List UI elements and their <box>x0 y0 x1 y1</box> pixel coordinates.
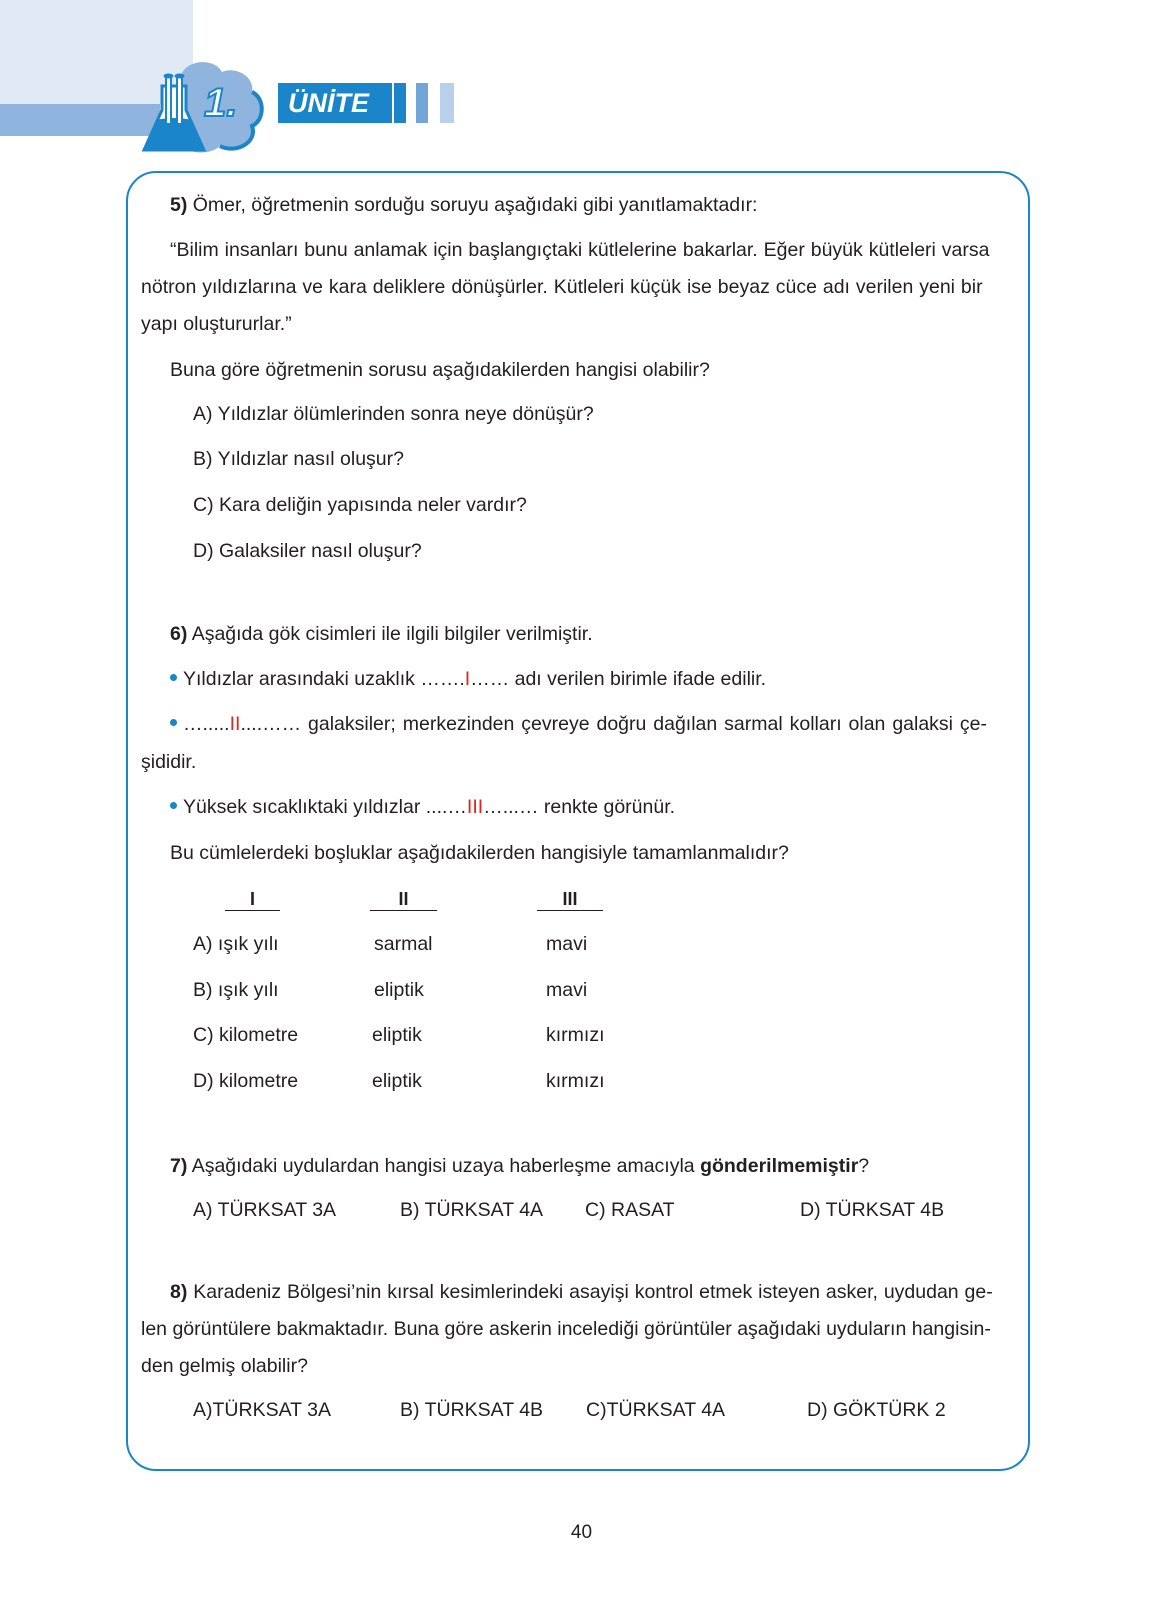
q5-prompt: Buna göre öğretmenin sorusu aşağıdakilerden hangisi olabilir? <box>170 359 710 381</box>
q8-number: 8) <box>170 1281 188 1303</box>
header-bar-1 <box>394 83 406 123</box>
unit-title: ÜNİTE <box>278 83 392 123</box>
q5-quote-line-1: “Bilim insanları bunu anlamak için başlangıçtaki kütlelerine bakarlar. Eğer büyük kütleleri varsa <box>170 239 990 261</box>
q5-option-d[interactable]: D) Galaksiler nasıl oluşur? <box>193 540 422 562</box>
q6-number: 6) <box>170 623 188 645</box>
q8-line-1: 8) Karadeniz Bölgesi’nin kırsal kesimlerindeki asayişi kontrol etmek isteyen asker, uydudan ge- <box>170 1281 993 1303</box>
q5-option-a[interactable]: A) Yıldızlar ölümlerinden sonra neye dönüşür? <box>193 403 594 425</box>
col-header-ii: II <box>370 888 437 911</box>
q7-stem: 7) Aşağıdaki uydulardan hangisi uzaya haberleşme amacıyla gönderilmemiştir? <box>170 1155 870 1177</box>
bullet-dot-icon <box>170 802 177 809</box>
q6-option-a-label[interactable]: A) ışık yılı <box>193 933 279 955</box>
svg-text:1.: 1. <box>204 81 238 125</box>
q7-option-d[interactable]: D) TÜRKSAT 4B <box>800 1199 945 1221</box>
col-header-i: I <box>225 888 280 911</box>
col-header-iii: III <box>537 888 603 911</box>
q5-quote-line-2: nötron yıldızlarına ve kara deliklere dönüşürler. Kütleleri küçük ise beyaz cüce adı verilen yeni bir <box>141 276 983 298</box>
q5-option-b[interactable]: B) Yıldızlar nasıl oluşur? <box>193 448 404 470</box>
q8-option-d[interactable]: D) GÖKTÜRK 2 <box>807 1399 946 1421</box>
q8-line-3: den gelmiş olabilir? <box>141 1355 308 1377</box>
q6-bullet-1: Yıldızlar arasındaki uzaklık …….I…… adı verilen birimle ifade edilir. <box>170 667 766 691</box>
q6-prompt: Bu cümlelerdeki boşluklar aşağıdakilerden hangisiyle tamamlanmalıdır? <box>170 842 789 864</box>
q7-number: 7) <box>170 1155 188 1177</box>
flask-icon <box>140 58 280 158</box>
q8-option-b[interactable]: B) TÜRKSAT 4B <box>400 1399 544 1421</box>
page-number: 40 <box>570 1522 593 1543</box>
q7-option-a[interactable]: A) TÜRKSAT 3A <box>193 1199 337 1221</box>
bullet-dot-icon <box>170 719 177 726</box>
q8-option-c[interactable]: C)TÜRKSAT 4A <box>586 1399 726 1421</box>
q7-emphasis: gönderilmemiştir <box>700 1155 859 1177</box>
q6-bullet-2-continuation: şididir. <box>141 751 197 773</box>
q6-option-a-ii: sarmal <box>374 933 433 955</box>
q5-stem: 5) Ömer, öğretmenin sorduğu soruyu aşağıdaki gibi yanıtlamaktadır: <box>170 194 758 216</box>
q8-option-a[interactable]: A)TÜRKSAT 3A <box>193 1399 331 1421</box>
q5-number: 5) <box>170 194 188 216</box>
q6-option-a-iii: mavi <box>546 933 588 955</box>
q8-line-2: len görüntülere bakmaktadır. Buna göre askerin incelediği görüntüler aşağıdaki uyduların hangisin- <box>141 1318 991 1340</box>
q6-option-d-label[interactable]: D) kilometre <box>193 1070 299 1092</box>
q6-option-c-ii: eliptik <box>372 1024 422 1046</box>
bullet-dot-icon <box>170 674 177 681</box>
q7-option-c[interactable]: C) RASAT <box>585 1199 675 1221</box>
header-blue-band <box>0 104 160 136</box>
q5-option-c[interactable]: C) Kara deliğin yapısında neler vardır? <box>193 494 527 516</box>
header-bar-3 <box>440 83 454 123</box>
q6-option-c-label[interactable]: C) kilometre <box>193 1024 299 1046</box>
q6-bullet-3: Yüksek sıcaklıktaki yıldızlar ....…III…...… renkte görünür. <box>170 795 675 819</box>
q6-option-b-iii: mavi <box>546 979 588 1001</box>
blank-marker-iii: III <box>466 796 484 818</box>
q6-option-d-ii: eliptik <box>372 1070 422 1092</box>
q6-option-b-label[interactable]: B) ışık yılı <box>193 979 279 1001</box>
q5-quote-line-3: yapı oluştururlar.” <box>141 313 292 335</box>
header-bar-2 <box>416 83 428 123</box>
blank-marker-ii: II <box>229 713 241 735</box>
q6-option-b-ii: eliptik <box>374 979 424 1001</box>
q6-bullet-2: ….....II....…… galaksiler; merkezinden çevreye doğru dağılan sarmal kolları olan galaksi çe- <box>170 712 987 736</box>
q6-option-d-iii: kırmızı <box>546 1070 605 1092</box>
q7-option-b[interactable]: B) TÜRKSAT 4A <box>400 1199 544 1221</box>
q6-stem: 6) Aşağıda gök cisimleri ile ilgili bilgiler verilmiştir. <box>170 623 593 645</box>
q6-option-c-iii: kırmızı <box>546 1024 605 1046</box>
blank-marker-i: I <box>464 668 471 690</box>
